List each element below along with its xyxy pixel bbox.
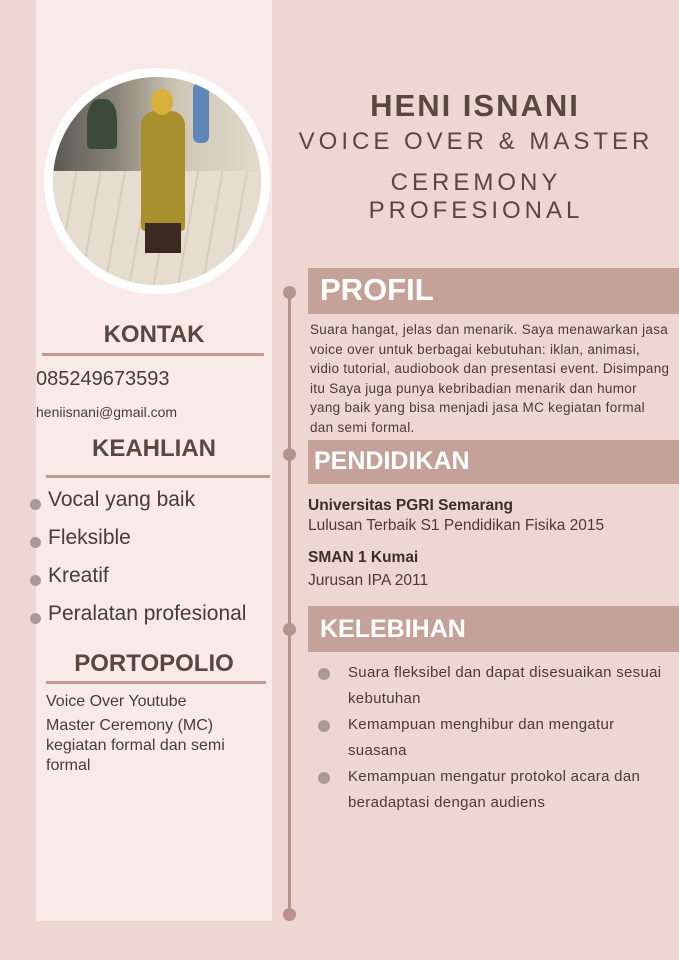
skills-heading: KEAHLIAN — [92, 435, 216, 462]
skill-label: Fleksible — [48, 526, 131, 549]
education-heading: PENDIDIKAN — [314, 447, 470, 475]
advantage-item — [318, 764, 668, 816]
contact-heading: KONTAK — [103, 321, 205, 348]
education-school: Universitas PGRI Semarang — [308, 497, 514, 514]
skills-divider — [46, 475, 270, 478]
timeline-line — [288, 290, 291, 916]
skill-label: Kreatif — [48, 564, 109, 587]
bullet-icon — [318, 772, 330, 784]
advantage-label: Suara fleksibel dan dapat disesuaikan sesuai kebutuhan — [348, 664, 662, 707]
contact-divider — [42, 353, 264, 356]
advantage-item — [318, 712, 668, 764]
advantage-label: Kemampuan menghibur dan mengatur suasana — [348, 716, 615, 759]
bullet-icon — [30, 499, 41, 510]
job-title-line1: VOICE OVER & MASTER — [298, 128, 654, 155]
portfolio-item: Voice Over Youtube — [46, 693, 187, 710]
advantage-label: Kemampuan mengatur protokol acara dan beradaptasi dengan audiens — [348, 768, 641, 811]
contact-phone: 085249673593 — [36, 368, 170, 390]
advantage-item — [318, 660, 668, 712]
skill-item — [30, 488, 246, 526]
profile-heading-band — [308, 268, 679, 314]
timeline-dot — [283, 448, 296, 461]
portfolio-item: Master Ceremony (MC) kegiatan formal dan semi formal — [46, 717, 225, 774]
person-name: HENI ISNANI — [370, 88, 580, 123]
advantages-heading: KELEBIHAN — [320, 615, 466, 643]
skill-label: Peralatan profesional — [48, 602, 247, 625]
education-school: SMAN 1 Kumai — [308, 549, 419, 566]
advantages-list — [318, 660, 668, 816]
bullet-icon — [318, 720, 330, 732]
bullet-icon — [30, 613, 41, 624]
advantages-heading-band — [308, 606, 679, 652]
bullet-icon — [318, 668, 330, 680]
timeline-dot — [283, 286, 296, 299]
skill-item — [30, 602, 246, 640]
job-title-line2: CEREMONY PROFESIONAL — [368, 169, 584, 224]
photo-decoration — [193, 83, 209, 143]
contact-email: heniisnani@gmail.com — [36, 404, 178, 420]
education-detail: Lulusan Terbaik S1 Pendidikan Fisika 2015 — [308, 517, 605, 534]
education-detail: Jurusan IPA 2011 — [308, 572, 429, 589]
skills-list — [30, 488, 246, 640]
bullet-icon — [30, 575, 41, 586]
profile-heading: PROFIL — [320, 272, 434, 307]
profile-text: Suara hangat, jelas dan menarik. Saya menawarkan jasa voice over untuk berbagai kebutuhan: iklan, animasi, vidio tutorial, audiobook dan presentasi event. Disimpang itu Saya juga punya kebribadian menarik dan humor yang baik yang bisa menjadi jasa MC kegiatan formal dan semi formal. — [310, 322, 670, 435]
skill-label: Vocal yang baik — [48, 488, 196, 511]
bullet-icon — [30, 537, 41, 548]
photo-person-body — [141, 111, 185, 231]
timeline-dot — [283, 908, 296, 921]
photo-person-hijab — [151, 89, 173, 115]
portfolio-list — [46, 692, 266, 780]
photo-christmas-tree — [87, 99, 117, 149]
profile-photo — [53, 77, 261, 285]
skill-item — [30, 526, 246, 564]
education-heading-band — [308, 440, 679, 484]
skill-item — [30, 564, 246, 602]
photo-person-skirt — [145, 223, 181, 253]
timeline-dot — [283, 623, 296, 636]
portfolio-divider — [46, 681, 266, 684]
portfolio-heading: PORTOPOLIO — [74, 650, 234, 677]
